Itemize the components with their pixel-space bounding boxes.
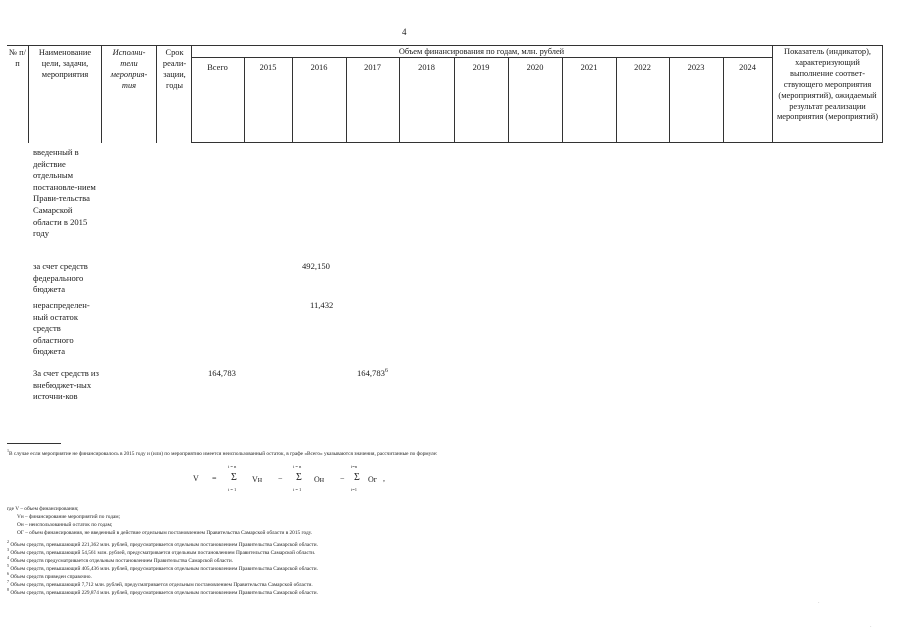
formula-comma: , [383, 474, 385, 483]
sigma-icon: Σ [354, 472, 360, 483]
footnote-where: ОГ – объем финансирования, не введенный в действие отдельным постановлением Правительства Самарской области в 2015 году. [17, 530, 313, 536]
sigma-icon: Σ [231, 472, 237, 483]
footnote-mark: 2 [7, 539, 9, 544]
header-col-total: Всего [207, 63, 228, 72]
header-col-indicator: Показатель (индикатор), характеризующий выполнение соответ-ствующего мероприятия (мероприятий), ожидаемый результат реализации мероприятия (мероприятий) [776, 47, 879, 122]
header-year-2018: 2018 [418, 63, 435, 72]
footnote-text: Объем средств, превышающий 405,436 млн. рублей, предусматривается отдельным постановлением Правительства Самарской области. [10, 565, 318, 572]
formula-minus: − [278, 474, 283, 483]
formula-lhs: V [193, 474, 199, 483]
header-year-2023: 2023 [687, 63, 705, 72]
scan-speck: · [818, 601, 820, 606]
header-finance-group: Объем финансирования по годам, млн. рублей [398, 47, 565, 56]
header-year-2016: 2016 [310, 63, 328, 72]
formula-limit: i=1 [351, 487, 358, 492]
row-value-2016: 11,432 [310, 300, 334, 310]
footnote-rule [7, 443, 61, 444]
footnote-mark: 5 [7, 563, 9, 568]
footnote-where: где V – объем финансирования; [7, 506, 79, 512]
col-divider [156, 45, 157, 143]
footnote-mark: 3 [7, 547, 9, 552]
footnote-8 [7, 586, 318, 598]
sigma-icon: Σ [296, 472, 302, 483]
header-bottom-rule [191, 142, 883, 143]
formula-term: Oг [368, 475, 378, 484]
footnote-text: В случае если мероприятие не финансировалось в 2015 году и (или) по мероприятию имеется неиспользованный остаток, в графе «Всего» указываются значения, рассчитанные по формуле: [9, 450, 438, 457]
header-col-name: Наименование цели, задачи, мероприятия [38, 48, 92, 79]
col-divider [28, 45, 29, 143]
header-year-2015: 2015 [259, 63, 277, 72]
col-divider [772, 45, 773, 143]
formula-limit: i=n [351, 464, 358, 469]
footnote-mark: 4 [7, 555, 9, 560]
row-text: За счет средств из внебюджет-ных источни-ков [33, 368, 99, 402]
footnote-mark: 7 [7, 579, 9, 584]
header-year-2021: 2021 [580, 63, 598, 72]
footnote-mark: 6 [384, 368, 388, 375]
table-header [7, 45, 883, 143]
header-year-2024: 2024 [739, 63, 756, 72]
formula-term: Vн [252, 475, 263, 484]
header-year-2019: 2019 [472, 63, 490, 72]
footnote-text: Объем средств, превышающий 7,712 млн. рублей, предусматривается отдельным постановлением Правительства Самарской области. [10, 581, 313, 588]
formula-limit: i = 1 [228, 487, 237, 492]
formula-term: Oн [314, 475, 325, 484]
formula [190, 463, 390, 497]
header-year-2020: 2020 [526, 63, 544, 72]
col-divider [191, 45, 192, 143]
formula-minus: − [340, 474, 345, 483]
row-text: введенный в действие отдельным постановле-нием Прави-тельства Самарской области в 2015 году [33, 147, 96, 239]
finance-subheader-rule [191, 57, 772, 58]
footnote-text: Объем средств, превышающий 221,362 млн. рублей, предусматривается отдельным постановлением Правительства Самарской области. [10, 541, 318, 548]
formula-limit: i = 1 [293, 487, 302, 492]
row-text: нераспределен-ный остаток средств областного бюджета [33, 300, 90, 357]
row-value-2016: 492,150 [302, 261, 330, 271]
formula-limit: i = n [228, 464, 237, 469]
header-year-2022: 2022 [634, 63, 651, 72]
footnote-mark: 6 [7, 571, 9, 576]
header-year-2017: 2017 [364, 63, 381, 72]
footnote-where: Он – неиспользованный остаток по годам; [17, 522, 113, 528]
header-col-executors: Исполни-тели мероприя-тия [110, 48, 148, 90]
row-value-total: 164,783 [208, 368, 236, 378]
col-divider [101, 45, 102, 143]
row-value-2017-number: 164,783 [357, 368, 385, 378]
footnote-text: Объем средств приведен справочно. [10, 573, 92, 580]
footnote-text: Объем средств, превышающий 229,874 млн. рублей, предусматривается отдельным постановлением Правительства Самарской области. [10, 589, 318, 596]
row-value-2017 [357, 368, 388, 378]
page-number: 4 [402, 27, 407, 37]
header-col-term: Срок реали-зации, годы [162, 48, 187, 90]
footnote-text: Объем средств, превышающий 54,561 млн. рублей, предусматривается отдельным постановлением Правительства Самарской области. [10, 549, 316, 556]
col-divider [882, 45, 883, 143]
footnote-mark: 8 [7, 587, 9, 592]
formula-limit: i = n [293, 464, 302, 469]
footnote-where: Vн – финансирование мероприятий по годам; [17, 514, 121, 520]
header-col-number: № п/п [9, 48, 26, 68]
formula-eq: = [212, 474, 217, 483]
footnote-1 [7, 447, 438, 459]
scan-speck: · [870, 625, 872, 630]
footnote-text: Объем средств предусматривается отдельным постановлением Правительства Самарской области. [10, 557, 234, 564]
footnote-mark: 1 [7, 448, 9, 453]
row-text: за счет средств федерального бюджета [33, 261, 88, 295]
